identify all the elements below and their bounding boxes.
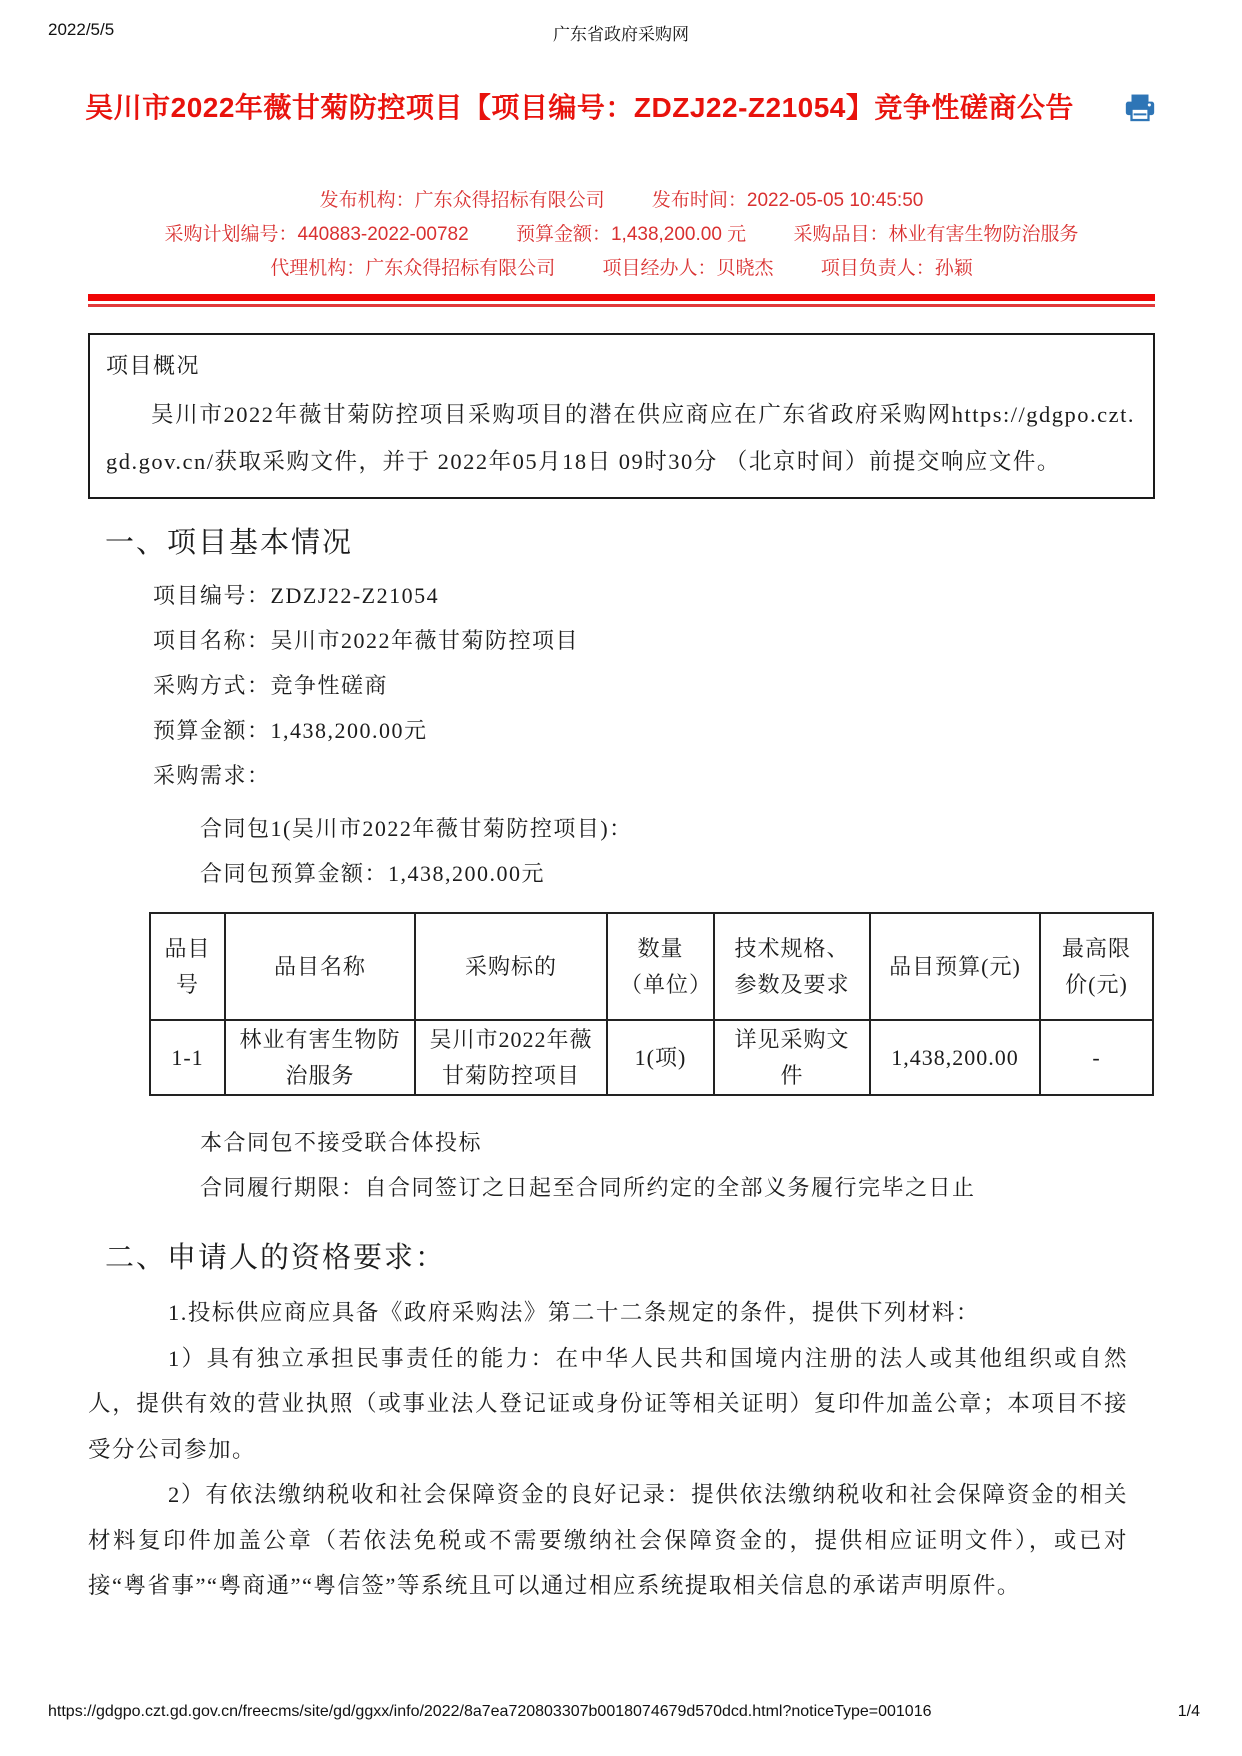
meta-block [88, 184, 1155, 286]
cell-item-name: 林业有害生物防治服务 [225, 1020, 415, 1095]
source-url: https://gdgpo.czt.gd.gov.cn/freecms/site/gd/ggxx/info/2022/8a7ea720803307b0018074679d570dcd.html?noticeType=001016 [48, 1703, 932, 1720]
print-date: 2022/5/5 [48, 20, 115, 39]
project-owner: 项目负责人：孙颖 [820, 258, 973, 279]
overview-label: 项目概况 [106, 353, 201, 378]
requirement-intro-para: 1.投标供应商应具备《政府采购法》第二十二条规定的条件，提供下列材料： [168, 1300, 980, 1325]
budget-amount: 预算金额：1,438,200.00 元 [515, 224, 747, 245]
package-notes [88, 1120, 1155, 1210]
col-header-item-no: 品目号 [150, 913, 225, 1020]
package-budget-line: 合同包预算金额：1,438,200.00元 [200, 861, 546, 886]
divider-thin-line [88, 304, 1155, 307]
page-number: 1/4 [1177, 1703, 1200, 1720]
table-row [150, 1020, 1153, 1095]
col-header-item-name: 品目名称 [225, 913, 415, 1020]
cell-budget: 1,438,200.00 [870, 1020, 1040, 1095]
meta-line-1 [88, 184, 1155, 218]
divider-thick-line [88, 294, 1155, 301]
publish-time: 发布时间：2022-05-05 10:45:50 [651, 190, 924, 211]
contract-term-note: 合同履行期限：自合同签订之日起至合同所约定的全部义务履行完毕之日止 [200, 1175, 976, 1200]
cell-max-price: - [1040, 1020, 1153, 1095]
title-row [85, 88, 1155, 128]
table-header-row [150, 913, 1153, 1020]
print-footer [48, 1703, 1200, 1725]
site-name: 广东省政府采购网 [553, 25, 689, 44]
procurement-demand-line: 采购需求： [153, 763, 271, 788]
qualification-requirements [88, 1290, 1155, 1609]
meta-line-3 [88, 252, 1155, 286]
printer-icon[interactable] [1122, 90, 1158, 126]
page-title: 吴川市2022年薇甘菊防控项目【项目编号：ZDZJ22-Z21054】竞争性磋商公告 [85, 92, 1074, 123]
red-divider [88, 294, 1155, 307]
items-table [149, 912, 1154, 1096]
overview-paragraph: 吴川市2022年薇甘菊防控项目采购项目的潜在供应商应在广东省政府采购网https://gdgpo.czt.gd.gov.cn/获取采购文件，并于 2022年05月18日 09时30分 （北京时间）前提交响应文件。 [106, 402, 1135, 474]
col-header-quantity: 数量（单位） [607, 913, 714, 1020]
cell-item-no: 1-1 [150, 1020, 225, 1095]
cell-target: 吴川市2022年薇甘菊防控项目 [415, 1020, 607, 1095]
package-title-line: 合同包1(吴川市2022年薇甘菊防控项目)： [200, 816, 633, 841]
requirement-2-para: 2）有依法缴纳税收和社会保障资金的良好记录：提供依法缴纳税收和社会保障资金的相关材料复印件加盖公章（若依法免税或不需要缴纳社会保障资金的，提供相应证明文件），或已对接“粤省事”“粤商通”“粤信签”等系统且可以通过相应系统提取相关信息的承诺声明原件。 [88, 1482, 1128, 1598]
col-header-budget: 品目预算(元) [870, 913, 1040, 1020]
cell-quantity: 1(项) [607, 1020, 714, 1095]
requirement-1-para: 1）具有独立承担民事责任的能力：在中华人民共和国境内注册的法人或其他组织或自然人，提供有效的营业执照（或事业法人登记证或身份证等相关证明）复印件加盖公章；本项目不接受分公司参加。 [88, 1345, 1128, 1462]
cell-spec: 详见采购文件 [714, 1020, 870, 1095]
section-2-heading: 二、申请人的资格要求： [105, 1242, 447, 1274]
procurement-method-line: 采购方式：竞争性磋商 [153, 673, 389, 698]
project-number-line: 项目编号：ZDZJ22-Z21054 [153, 583, 440, 608]
plan-number: 采购计划编号：440883-2022-00782 [164, 224, 469, 245]
agency: 代理机构：广东众得招标有限公司 [270, 258, 556, 279]
col-header-max-price: 最高限价(元) [1040, 913, 1153, 1020]
procurement-category: 采购品目：林业有害生物防治服务 [793, 224, 1079, 245]
col-header-spec: 技术规格、参数及要求 [714, 913, 870, 1020]
project-overview-box [88, 333, 1155, 499]
meta-line-2 [88, 218, 1155, 252]
col-header-target: 采购标的 [415, 913, 607, 1020]
section-1-heading: 一、项目基本情况 [105, 527, 354, 559]
project-name-line: 项目名称：吴川市2022年薇甘菊防控项目 [153, 628, 580, 653]
project-handler: 项目经办人：贝晓杰 [602, 258, 774, 279]
no-consortium-note: 本合同包不接受联合体投标 [200, 1130, 483, 1155]
publisher: 发布机构：广东众得招标有限公司 [319, 190, 605, 211]
project-details [88, 573, 1155, 798]
budget-line: 预算金额：1,438,200.00元 [153, 718, 428, 743]
contract-package [88, 806, 1155, 896]
